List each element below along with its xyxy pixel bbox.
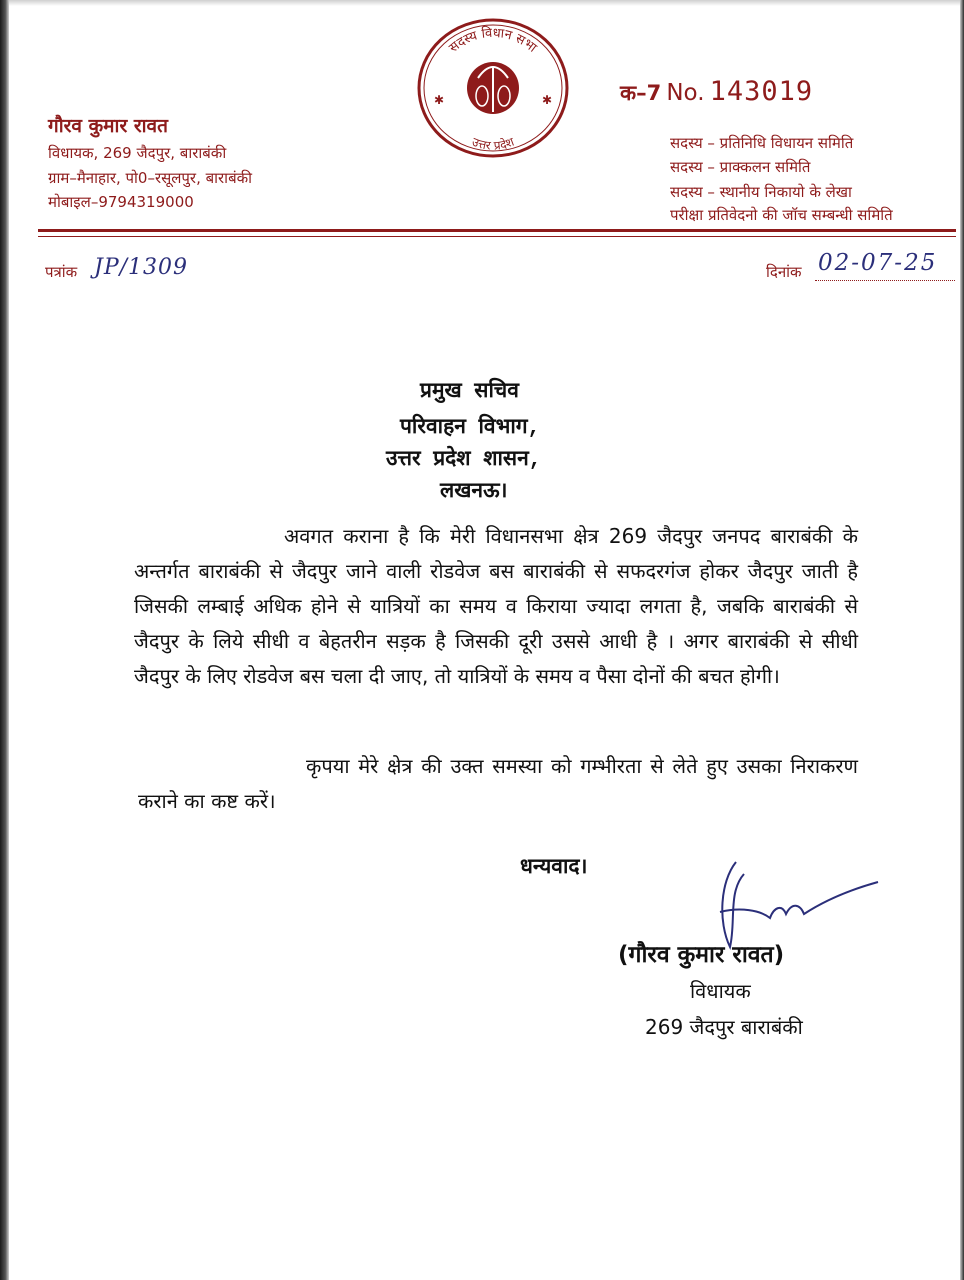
addressee-line: प्रमुख सचिव	[420, 381, 519, 404]
mla-designation: विधायक, 269 जैदपुर, बाराबंकी	[48, 144, 227, 162]
ref-value: JP/1309	[94, 255, 189, 280]
serial-number: 143019	[709, 76, 814, 107]
svg-text:उत्तर प्रदेश	[470, 134, 517, 152]
date-underline	[815, 280, 955, 281]
committee-line: सदस्य – स्थानीय निकायो के लेखा	[670, 183, 852, 201]
date-label: दिनांक	[766, 263, 802, 281]
addressee-line: उत्तर प्रदेश शासन,	[386, 449, 542, 472]
scan-top-edge	[0, 0, 964, 6]
serial-no-label: No.	[666, 80, 705, 106]
signatory-title: विधायक	[690, 979, 751, 1003]
closing-thanks: धन्यवाद।	[520, 854, 588, 878]
committee-line: सदस्य – प्राक्कलन समिति	[670, 158, 811, 176]
header-divider	[38, 229, 956, 232]
scan-right-edge	[960, 0, 964, 1280]
serial-prefix: क–7	[620, 81, 662, 105]
committee-line: परीक्षा प्रतिवेदनो की जॉच सम्बन्धी समिति	[670, 206, 893, 224]
svg-text:सदस्य विधान सभा	[446, 25, 539, 56]
vidhan-sabha-emblem-icon	[414, 16, 572, 160]
signatory-constituency: 269 जैदपुर बाराबंकी	[645, 1015, 803, 1039]
ref-label: पत्रांक	[45, 263, 78, 281]
mla-mobile: मोबाइल–9794319000	[48, 193, 194, 211]
serial-number-block	[620, 76, 813, 107]
addressee-line: परिवाहन विभाग,	[400, 417, 541, 440]
committee-line: सदस्य – प्रतिनिधि विधायन समिति	[670, 134, 854, 152]
mla-name: गौरव कुमार रावत	[48, 115, 168, 137]
date-value: 02-07-25	[818, 250, 938, 276]
body-paragraph-2: कृपया मेरे क्षेत्र की उक्त समस्या को गम्भीरता से लेते हुए उसका निराकरण कराने का कष्ट करें।	[138, 754, 858, 813]
addressee-line: लखनऊ।	[440, 481, 508, 504]
signatory-name: (गौरव कुमार रावत)	[618, 942, 785, 968]
mla-address: ग्राम–मैनाहार, पो0–रसूलपुर, बाराबंकी	[48, 169, 253, 187]
header-divider-thin	[38, 236, 956, 237]
svg-text:✱: ✱	[434, 93, 445, 107]
scan-left-edge	[0, 0, 9, 1280]
emblem-bottom-text: उत्तर प्रदेश	[469, 134, 516, 153]
emblem-top-text: सदस्य विधान सभा	[446, 25, 540, 56]
svg-text:✱: ✱	[542, 93, 553, 107]
body-paragraph-1: अवगत कराना है कि मेरी विधानसभा क्षेत्र 269 जैदपुर जनपद बाराबंकी के अन्तर्गत बाराबंकी से जैदपुर जाने वाली रोडवेज बस बाराबंकी से सफदरगंज होकर जैदपुर जाती है जिसकी लम्बाई अधिक होने से यात्रियों का समय व किराया ज्यादा लगता है, जबकि बाराबंकी से जैदपुर के लिये सीधी व बेहतरीन सड़क है जिसकी दूरी उससे आधी है । अगर बाराबंकी से सीधी जैदपुर के लिए रोडवेज बस चला दी जाए, तो यात्रियों के समय व पैसा दोनों की बचत होगी।	[134, 524, 858, 688]
